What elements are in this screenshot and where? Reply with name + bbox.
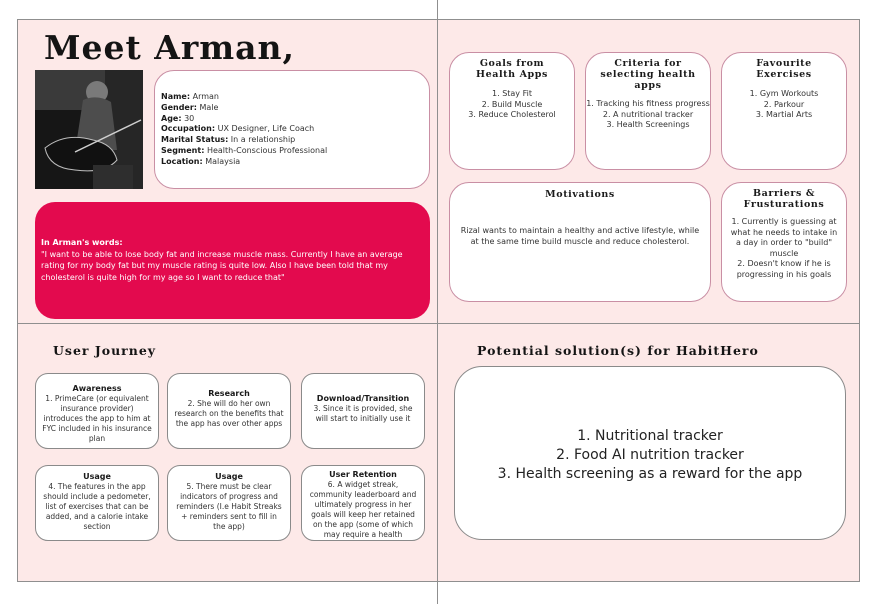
journey-card-text: 4. The features in the app should include a pedometer, list of exercises that can be added, and a calorie intake section <box>43 482 151 531</box>
segment-row: Segment: Health-Conscious Professional <box>161 145 328 155</box>
solution-item: 1. Nutritional tracker <box>577 428 723 444</box>
journey-card-text: 1. PrimeCare (or equivalent insurance provider) introduces the app to him at FYC included in his insurance plan <box>42 394 152 443</box>
occupation-row: Occupation: UX Designer, Life Coach <box>161 124 315 134</box>
goals-card <box>449 52 575 170</box>
age-row: Age: 30 <box>161 113 195 123</box>
journey-card-retention <box>301 465 425 541</box>
solutions-card <box>454 366 846 540</box>
journey-card-title: Download/Transition <box>316 394 410 403</box>
quote-card <box>35 202 430 319</box>
journey-card-awareness <box>35 373 159 449</box>
horizontal-divider <box>17 323 860 324</box>
motivations-text: Rizal wants to maintain a healthy and active lifestyle, while at the same time build muscle and reduce cholesterol. <box>460 226 700 246</box>
profile-photo <box>35 70 143 189</box>
journey-card-usage-2 <box>167 465 291 541</box>
barriers-title: Barriers & Frusturations <box>743 188 825 210</box>
barrier-item: 1. Currently is guessing at what he needs to intake in a day in order to "build" muscle <box>730 217 838 258</box>
marital-status-row: Marital Status: In a relationship <box>161 135 296 145</box>
criteria-title: Criteria for selecting health apps <box>600 58 696 91</box>
exercises-title: Favourite Exercises <box>756 58 812 80</box>
user-journey-heading: User Journey <box>53 343 157 358</box>
journey-card-title: Usage <box>215 472 243 481</box>
name-row: Name: Arman <box>161 92 219 101</box>
goals-title: Goals from Health Apps <box>476 58 548 80</box>
criteria-card <box>585 52 711 170</box>
quote-text: "I want to be able to lose body fat and increase muscle mass. Currently I have an average rating for my body fat but my muscle rating is quite low. Also I have been told that my cholesterol is quite high for my age so I want to reduce that" <box>41 249 403 282</box>
quote-heading: In Arman's words: <box>41 238 123 247</box>
journey-card-research <box>167 373 291 449</box>
journey-card-text: 5. There must be clear indicators of progress and reminders (I.e Habit Streaks + reminders sent to fill in the app) <box>176 482 282 531</box>
barriers-card <box>721 182 847 302</box>
exercise-item: 2. Parkour <box>763 99 805 109</box>
journey-card-title: Awareness <box>72 384 122 393</box>
exercise-item: 1. Gym Workouts <box>749 89 819 98</box>
goal-item: 1. Stay Fit <box>492 89 532 98</box>
journey-card-text: 6. A widget streak, community leaderboard and ultimately progress in her goals will keep her retained on the app (some of which may require a health <box>309 480 417 539</box>
journey-card-download <box>301 373 425 449</box>
solutions-heading: Potential solution(s) for HabitHero <box>477 343 759 358</box>
journey-card-text: 3. Since it is provided, she will start to initially use it <box>313 404 413 423</box>
exercises-card <box>721 52 847 170</box>
goal-item: 3. Reduce Cholesterol <box>468 110 556 119</box>
criteria-item: 3. Health Screenings <box>606 120 690 129</box>
solution-item: 2. Food AI nutrition tracker <box>556 447 744 463</box>
vertical-divider <box>437 0 438 604</box>
barrier-item: 2. Doesn't know if he is progressing in his goals <box>736 259 832 279</box>
journey-card-title: User Retention <box>329 470 397 479</box>
gender-row: Gender: Male <box>161 102 219 112</box>
criteria-item: 1. Tracking his fitness progress <box>586 99 710 108</box>
criteria-item: 2. A nutritional tracker <box>602 109 694 119</box>
location-row: Location: Malaysia <box>161 156 241 166</box>
journey-card-text: 2. She will do her own research on the benefits that the app has over other apps <box>174 399 284 428</box>
journey-card-title: Usage <box>83 472 111 481</box>
motivations-card <box>449 182 711 302</box>
exercise-item: 3. Martial Arts <box>755 110 813 119</box>
journey-card-usage-1 <box>35 465 159 541</box>
profile-details-card <box>154 70 430 189</box>
journey-card-title: Research <box>208 389 250 398</box>
goal-item: 2. Build Muscle <box>481 99 543 109</box>
solution-item: 3. Health screening as a reward for the app <box>497 466 803 482</box>
page-title: Meet Arman, <box>44 28 296 67</box>
motivations-title: Motivations <box>545 189 615 200</box>
